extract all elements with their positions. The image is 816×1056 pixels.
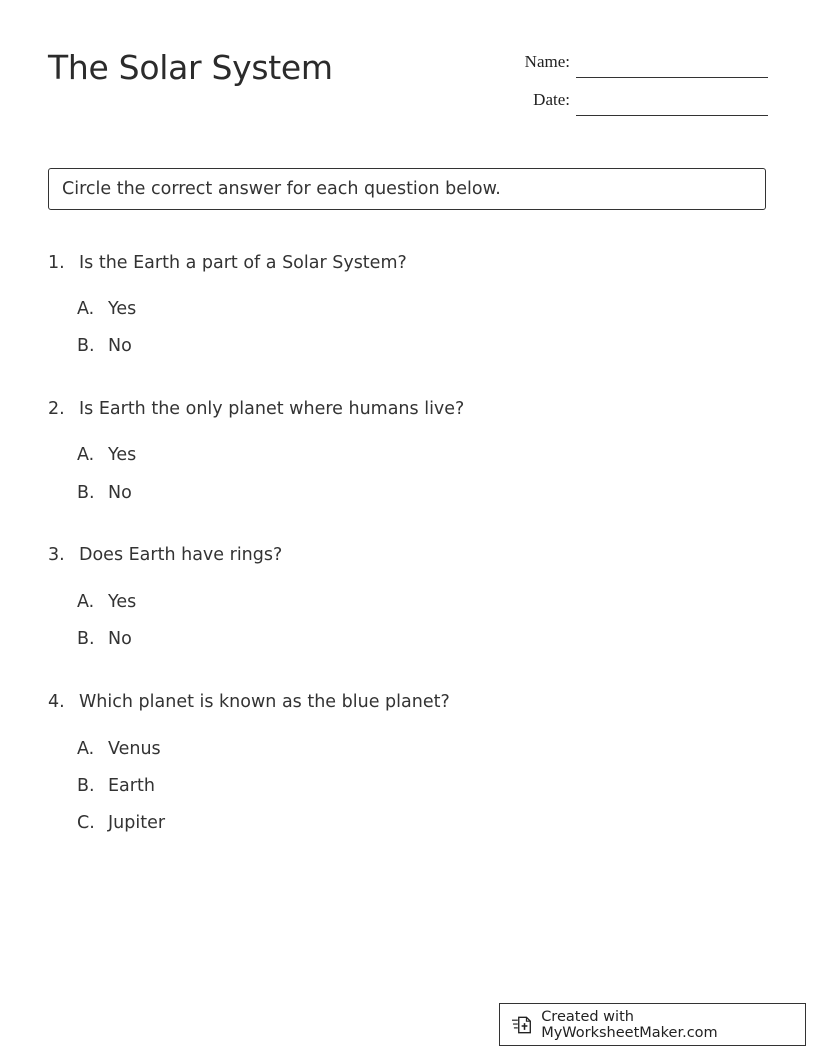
question-number: 4.	[48, 692, 65, 712]
question-number: 3.	[48, 545, 65, 565]
option-4b[interactable]	[77, 774, 155, 798]
question-1	[48, 251, 407, 275]
option-text: Jupiter	[108, 813, 166, 833]
date-field[interactable]	[500, 86, 768, 116]
option-text: No	[108, 336, 132, 356]
option-1a[interactable]	[77, 297, 136, 321]
question-number: 1.	[48, 253, 65, 273]
option-1b[interactable]	[77, 334, 132, 358]
option-letter: B.	[77, 336, 95, 356]
question-3	[48, 543, 282, 567]
footer-credit[interactable]	[499, 1003, 806, 1046]
date-line[interactable]	[576, 115, 768, 116]
question-text: Is the Earth a part of a Solar System?	[79, 253, 407, 273]
option-letter: C.	[77, 813, 95, 833]
option-2a[interactable]	[77, 443, 136, 467]
name-line[interactable]	[576, 77, 768, 78]
option-text: Venus	[108, 739, 161, 759]
question-text: Is Earth the only planet where humans live?	[79, 399, 465, 419]
option-3a[interactable]	[77, 590, 136, 614]
instructions-text: Circle the correct answer for each question below.	[62, 179, 501, 199]
option-text: Yes	[108, 592, 137, 612]
option-4a[interactable]	[77, 737, 161, 761]
option-3b[interactable]	[77, 627, 132, 651]
worksheet-title: The Solar System	[48, 48, 333, 87]
option-text: Yes	[108, 445, 137, 465]
option-text: Yes	[108, 299, 137, 319]
worksheet-maker-logo-icon	[512, 1015, 533, 1035]
date-label: Date:	[533, 90, 570, 109]
option-letter: B.	[77, 483, 95, 503]
option-letter: A.	[77, 592, 95, 612]
footer-text: Created with MyWorksheetMaker.com	[541, 1008, 718, 1041]
option-text: No	[108, 483, 132, 503]
option-letter: A.	[77, 445, 95, 465]
question-text: Does Earth have rings?	[79, 545, 283, 565]
question-number: 2.	[48, 399, 65, 419]
question-text: Which planet is known as the blue planet?	[79, 692, 450, 712]
option-letter: B.	[77, 629, 95, 649]
option-2b[interactable]	[77, 481, 132, 505]
option-text: Earth	[108, 776, 155, 796]
option-4c[interactable]	[77, 811, 165, 835]
option-letter: B.	[77, 776, 95, 796]
name-field[interactable]	[500, 48, 768, 78]
option-letter: A.	[77, 299, 95, 319]
option-text: No	[108, 629, 132, 649]
instructions-box	[48, 168, 766, 210]
option-letter: A.	[77, 739, 95, 759]
name-label: Name:	[524, 52, 570, 71]
question-2	[48, 397, 464, 421]
question-4	[48, 690, 450, 714]
